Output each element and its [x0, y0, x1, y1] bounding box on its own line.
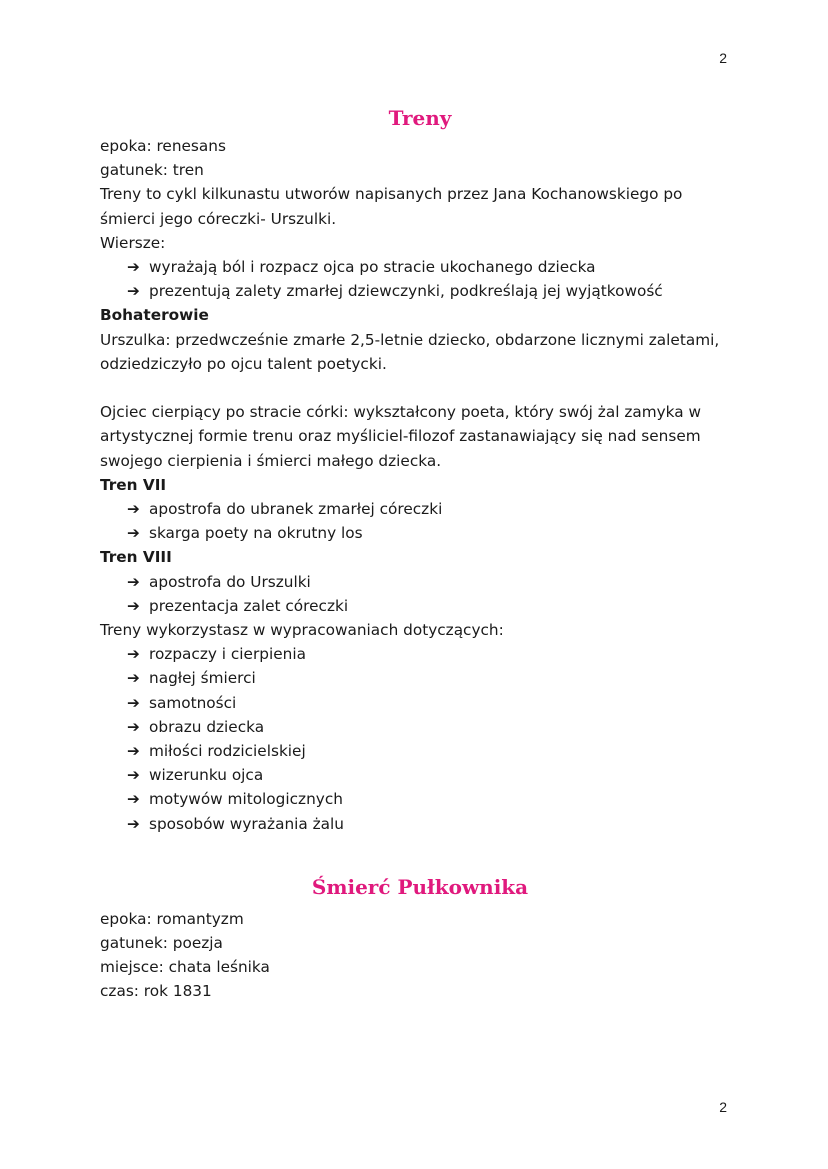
section-title-smierc-pulkownika: Śmierć Pułkownika	[311, 874, 529, 899]
arrow-icon: ➔	[127, 790, 140, 809]
intro-paragraph: Treny to cykl kilkunastu utworów napisanych przez Jana Kochanowskiego po śmierci jego córeczki- Urszulki.	[100, 185, 683, 228]
arrow-icon: ➔	[127, 572, 140, 591]
wiersze-label: Wiersze:	[100, 233, 166, 252]
arrow-icon: ➔	[127, 669, 140, 688]
miejsce-line: miejsce: chata leśnika	[100, 958, 270, 977]
tren-vii-heading: Tren VII	[100, 475, 167, 494]
czas-line: czas: rok 1831	[100, 982, 212, 1001]
ojciec-paragraph: Ojciec cierpiący po stracie córki: wykształcony poeta, który swój żal zamyka w artystycznej formie trenu oraz myśliciel-filozof zastanawiający się nad sensem swojego cierpienia i śmierci małego dziecka.	[100, 403, 702, 470]
arrow-icon: ➔	[127, 596, 140, 615]
page-number-bottom: 2	[719, 1099, 727, 1115]
arrow-icon: ➔	[127, 717, 140, 736]
arrow-icon: ➔	[127, 742, 140, 761]
list-item: ➔ miłości rodzicielskiej	[100, 739, 740, 763]
list-item: ➔ rozpaczy i cierpienia	[100, 642, 740, 666]
bohaterowie-heading: Bohaterowie	[100, 306, 209, 325]
list-item: ➔ motywów mitologicznych	[100, 787, 740, 811]
list-item: ➔ obrazu dziecka	[100, 715, 740, 739]
uses-label: Treny wykorzystasz w wypracowaniach dotyczących:	[100, 621, 504, 640]
arrow-icon: ➔	[127, 524, 140, 543]
list-item: ➔ prezentują zalety zmarłej dziewczynki, podkreślają jej wyjątkowość	[100, 279, 740, 303]
section-title-treny: Treny	[388, 106, 452, 130]
gatunek-line: gatunek: tren	[100, 161, 204, 180]
document-body	[100, 102, 740, 1004]
gatunek-line: gatunek: poezja	[100, 934, 223, 953]
list-item: ➔ apostrofa do Urszulki	[100, 570, 740, 594]
list-item: ➔ wizerunku ojca	[100, 763, 740, 787]
arrow-icon: ➔	[127, 500, 140, 519]
list-item: ➔ skarga poety na okrutny los	[100, 521, 740, 545]
arrow-icon: ➔	[127, 258, 140, 277]
list-item: ➔ prezentacja zalet córeczki	[100, 594, 740, 618]
arrow-icon: ➔	[127, 814, 140, 833]
urszulka-paragraph: Urszulka: przedwcześnie zmarłe 2,5-letnie dziecko, obdarzone licznymi zaletami, odziedziczyło po ojcu talent poetycki.	[100, 330, 720, 373]
epoka-line: epoka: renesans	[100, 137, 226, 155]
list-item: ➔ wyrażają ból i rozpacz ojca po stracie ukochanego dziecka	[100, 255, 740, 279]
arrow-icon: ➔	[127, 766, 140, 785]
list-item: ➔ samotności	[100, 691, 740, 715]
page-number-top: 2	[719, 50, 727, 66]
list-item: ➔ nagłej śmierci	[100, 666, 740, 690]
list-item: ➔ apostrofa do ubranek zmarłej córeczki	[100, 497, 740, 521]
arrow-icon: ➔	[127, 645, 140, 664]
epoka-line: epoka: romantyzm	[100, 909, 244, 928]
list-item: ➔ sposobów wyrażania żalu	[100, 812, 740, 836]
arrow-icon: ➔	[127, 282, 140, 301]
tren-viii-heading: Tren VIII	[100, 548, 172, 567]
arrow-icon: ➔	[127, 693, 140, 712]
spacer	[100, 376, 740, 400]
